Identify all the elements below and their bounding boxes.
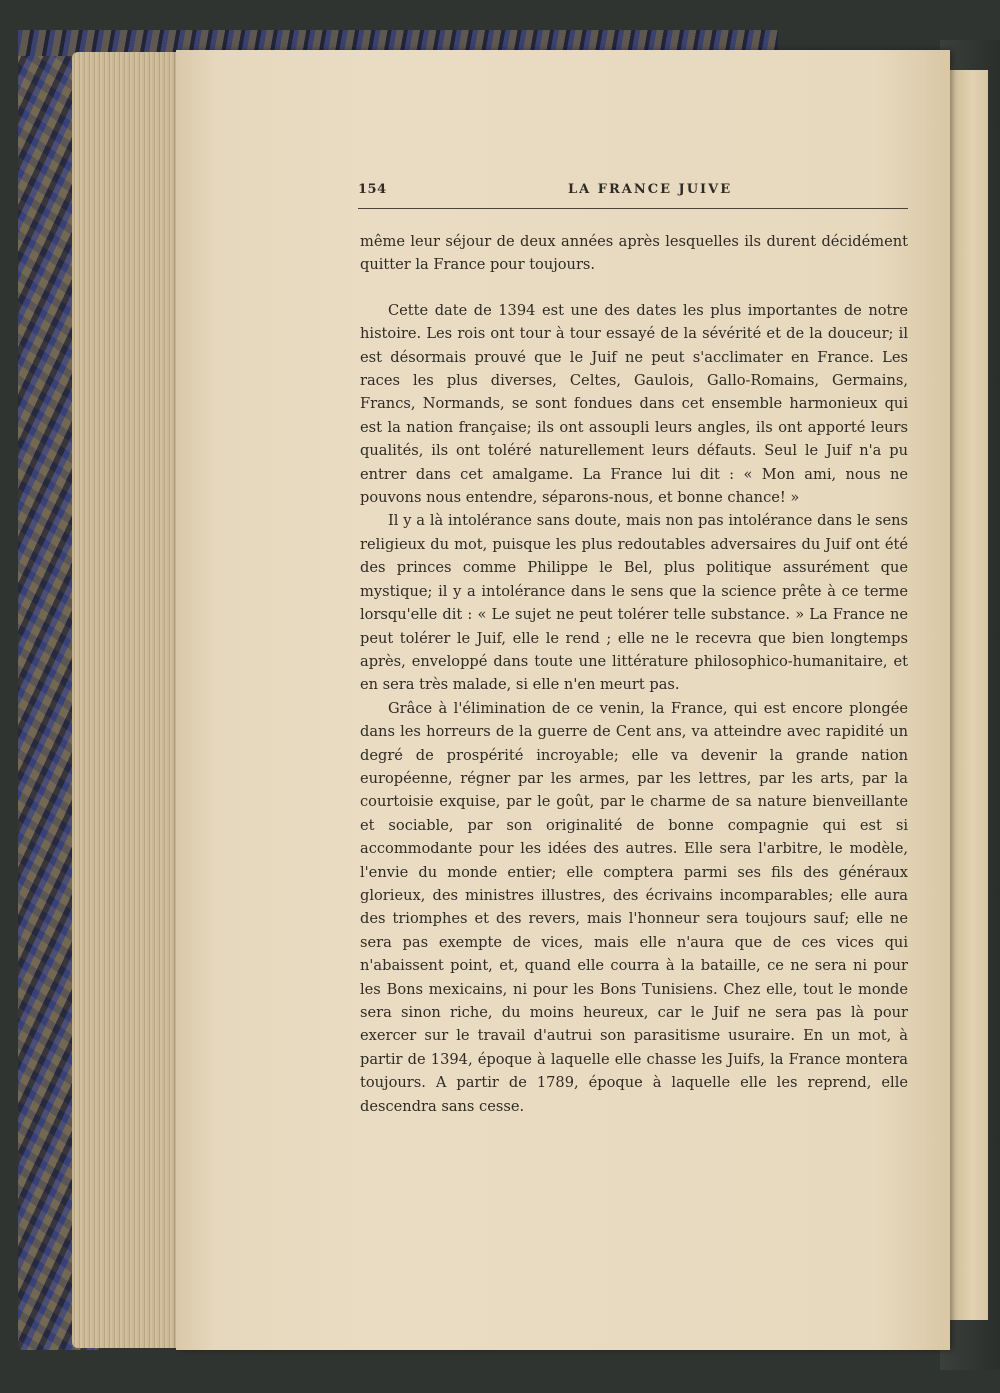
paragraph-continuation: même leur séjour de deux années après lesquelles ils durent décidément quitter la France pour toujours. [360,233,908,274]
body-text [360,230,908,1118]
page-stack-edges [72,52,184,1348]
paragraph: Il y a là intolérance sans doute, mais non pas intolérance dans le sens religieux du mot, puisque les plus redoutables adversaires du Juif ont été des princes comme Philippe le Bel, plus politique assurément que mystique; il y a intolérance dans le sens que la science prête à ce terme lorsqu'elle dit : « Le sujet ne peut tolérer telle substance. » La France ne peut tolérer le Juif, elle le rend ; elle ne le recevra que bien longtemps après, enveloppé dans toute une littérature philosophico-humanitaire, et en sera très malade, si elle n'en meurt pas. [360,512,908,694]
running-head [358,182,908,209]
facing-page-edge [948,70,988,1320]
page-number: 154 [358,182,387,197]
show-through-text [360,1102,908,1162]
paragraph: Cette date de 1394 est une des dates les plus importantes de notre histoire. Les rois ont tour à tour essayé de la sévérité et de la douceur; il est désormais prouvé que le Juif ne peut s'acclimater en France. Les races les plus diverses, Celtes, Gaulois, Gallo-Romains, Germains, Francs, Normands, se sont fondues dans cet ensemble harmonieux qui est la nation française; ils ont assoupli leurs angles, ils ont apporté leurs qualités, ils ont toléré naturellement leurs défauts. Seul le Juif n'a pu entrer dans cet amalgame. La France lui dit : « Mon ami, nous ne pouvons nous entendre, séparons-nous, et bonne chance! » [360,301,908,507]
paragraph: Grâce à l'élimination de ce venin, la France, qui est encore plongée dans les horreurs de la guerre de Cent ans, va atteindre avec rapidité un degré de prospérité incroyable; elle va devenir la grande nation européenne, régner par les armes, par les lettres, par les arts, par la courtoisie exquise, par le goût, par le charme de sa nature bienveillante et sociable, par son originalité de bonne compagnie qui est si accommodante pour les idées des autres. Elle sera l'arbitre, le modèle, l'envie du monde entier; elle comptera parmi ses fils des généraux glorieux, des ministres illustres, des écrivains incomparables; elle aura des triomphes et des revers, mais l'honneur sera toujours sauf; elle ne sera pas exempte de vices, mais elle n'aura que de ces vices qui n'abaissent point, et, quand elle courra à la bataille, ce ne sera ni pour les Bons mexicains, ni pour les Bons Tunisiens. Chez elle, tout le monde sera sinon riche, du moins heureux, car le Juif ne sera pas là pour exercer sur le travail d'autrui son parasitisme usuraire. En un mot, à partir de 1394, époque à laquelle elle chasse les Juifs, la France montera toujours. A partir de 1789, époque à laquelle elle les reprend, elle descendra sans cesse. [360,699,908,1115]
running-title: LA FRANCE JUIVE [568,182,733,197]
